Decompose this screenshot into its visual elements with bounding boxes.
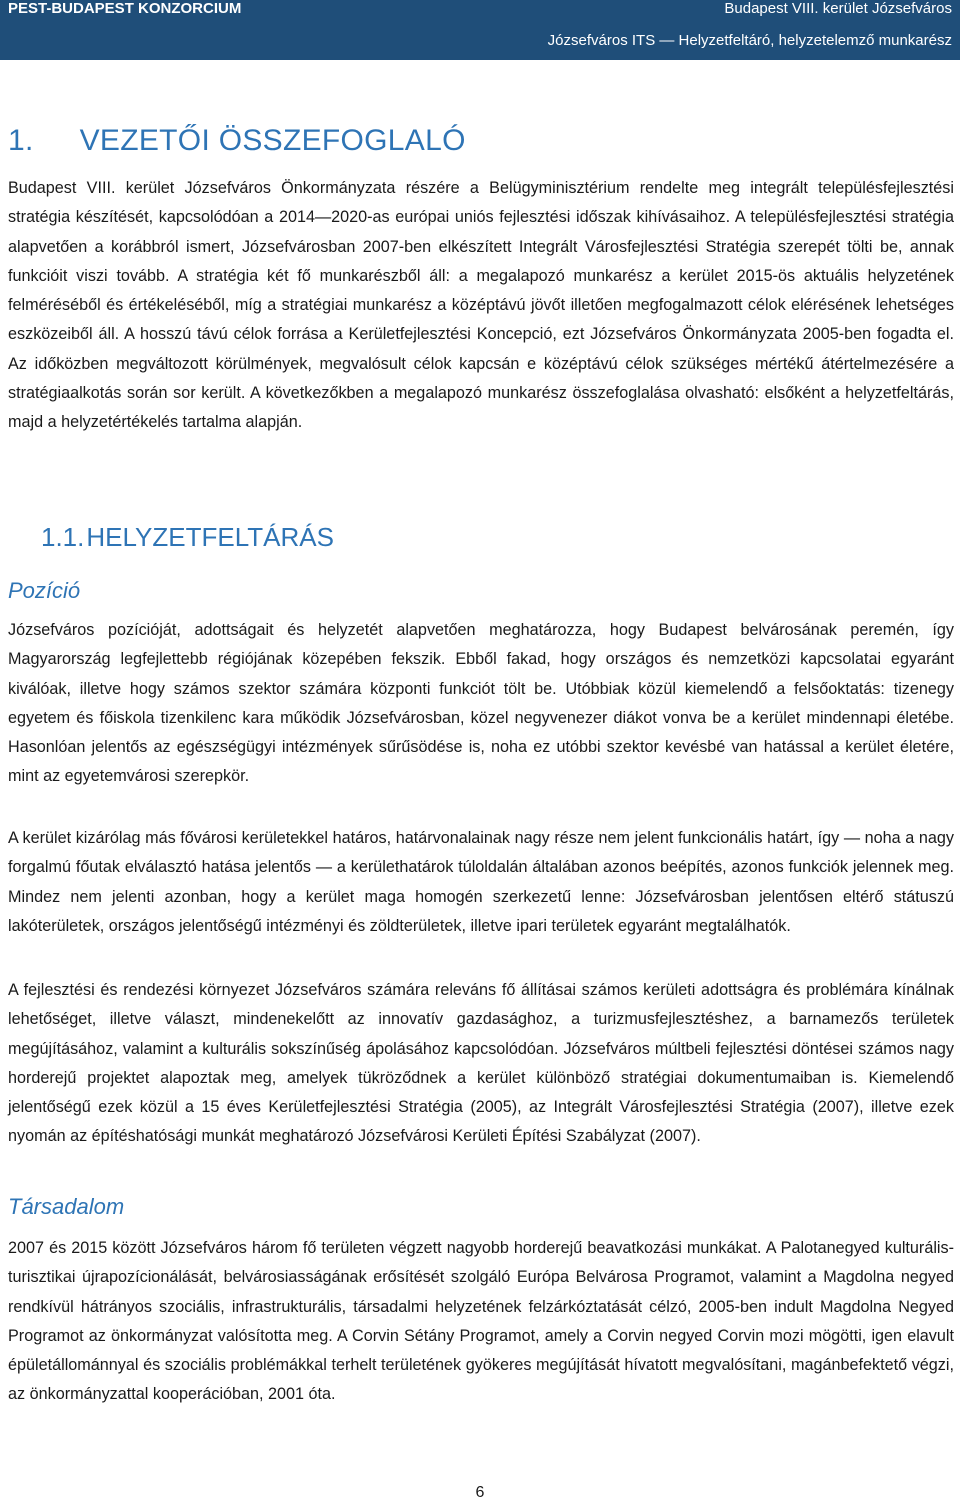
header-location: Budapest VIII. kerület Józsefváros xyxy=(724,0,952,17)
header-organization: PEST-BUDAPEST KONZORCIUM xyxy=(8,0,242,17)
section-title-text: HELYZETFELTÁRÁS xyxy=(86,522,334,552)
heading-pozicio: Pozíció xyxy=(8,578,81,603)
section-title xyxy=(41,522,334,553)
page-number: 6 xyxy=(475,1484,485,1501)
chapter-title-text: VEZETŐI ÖSSZEFOGLALÓ xyxy=(79,124,466,157)
header-document-title: Józsefváros ITS — Helyzetfeltáró, helyzetelemző munkarész xyxy=(547,32,952,49)
section-number: 1.1. xyxy=(41,522,85,552)
pozicio-paragraph-1: Józsefváros pozícióját, adottságait és helyzetét alapvetően meghatározza, hogy Budapest belvárosának peremén, így Magyarország legfejlettebb régiójának közepében fekszik. Ebből fakad, hogy országos és nemzetközi kapcsolatai egyaránt kiválóak, illetve hogy számos szektor számára központi funkciót tölt be. Utóbbiak közül kiemelendő a felsőoktatás: tizenegy egyetem és főiskola tizenkilenc kara működik Józsefvárosban, közel negyvenezer diákot vonva be a kerület mindennapi életébe. Hasonlóan jelentős az egészségügyi intézmények sűrűsödése is, noha ez utóbbi szektor kevésbé van hatással a kerület életére, mint az egyetemvárosi szerepkör. xyxy=(8,621,954,786)
intro-paragraph: Budapest VIII. kerület Józsefváros Önkormányzata részére a Belügyminisztérium rendelte meg integrált településfejlesztési stratégia készítését, kapcsolódóan a 2014—2020-as európai uniós fejlesztési időszak kihívásaihoz. A településfejlesztési stratégia alapvetően a korábbról ismert, Józsefvárosban 2007-ben elkészített Integrált Városfejlesztési Stratégia szerepét tölti be, annak funkcióit viszi tovább. A stratégia két fő munkarészből áll: a megalapozó munkarész a kerület 2015-ös aktuális helyzetének felméréséből és értékeléséből, míg a stratégiai munkarész a középtávú jövőt illetően megfogalmazott célok elérésének lehetséges eszközeiből áll. A hosszú távú célok forrása a Kerületfejlesztési Koncepció, ezt Józsefváros Önkormányzata 2005-ben fogadta el. Az időközben megváltozott körülmények, megvalósult célok kapcsán e középtávú célok szükséges mértékű átértelmezésére a stratégiaalkotás során sor került. A következőkben a megalapozó munkarész összefoglalása olvasható: elsőként a helyzetfeltárás, majd a helyzetértékelés tartalma alapján. xyxy=(8,179,954,432)
pozicio-paragraph-3: A fejlesztési és rendezési környezet Józsefváros számára releváns fő állításai számos kerületi adottságra és problémára kínálnak lehetőséget, illetve választ, mindenekelőtt az innovatív gazdasághoz, a turizmusfejlesztéshez, a barnamezős területek megújításához, valamint a kulturális sokszínűség ápolásához kapcsolódóan. Józsefváros múltbeli fejlesztési döntései számos nagy horderejű projektet alapoztak meg, amelyek tükröződnek a kerület különböző stratégiai dokumentumaiban is. Kiemelendő jelentőségű ezek közül a 15 éves Kerületfejlesztési Stratégia (2005), az Integrált Városfejlesztési Stratégia (2007), illetve ezek nyomán az építéshatósági munkát meghatározó Józsefvárosi Kerületi Építési Szabályzat (2007). xyxy=(8,981,954,1146)
page-header xyxy=(0,0,960,60)
chapter-number: 1. xyxy=(8,124,34,157)
pozicio-paragraph-2: A kerület kizárólag más fővárosi kerületekkel határos, határvonalainak nagy része nem jelent funkcionális határt, így — noha a nagy forgalmú főutak elválasztó hatása jelentős — a kerülethatárok túloldalán általában azonos beépítés, azonos funkciók jelennek meg. Mindez nem jelenti azonban, hogy a kerület maga homogén szerkezetű lenne: Józsefvárosban jelentősen eltérő státuszú lakóterületek, országos jelentőségű intézményi és zöldterületek, illetve ipari területek egyaránt megtalálhatók. xyxy=(8,829,954,935)
chapter-title xyxy=(8,124,466,158)
tarsadalom-paragraph-1: 2007 és 2015 között Józsefváros három fő területen végzett nagyobb horderejű beavatkozási munkákat. A Palotanegyed kulturális-turisztikai újrapozícionálását, belvárosiasságának erősítését szolgáló Európa Belvárosa Programot, valamint a Magdolna negyed rendkívül hátrányos szociális, infrastrukturális, társadalmi helyzetének felzárkóztatását célzó, 2005-ben indult Magdolna Negyed Programot az önkormányzat valósította meg. A Corvin Sétány Programot, amely a Corvin negyed Corvin mozi mögötti, igen elavult épületállománnyal és szociális problémákkal terhelt területének gyökeres megújítását hívatott megvalósítani, magánbefektető végzi, az önkormányzattal kooperációban, 2001 óta. xyxy=(8,1239,954,1404)
heading-tarsadalom: Társadalom xyxy=(8,1194,125,1219)
